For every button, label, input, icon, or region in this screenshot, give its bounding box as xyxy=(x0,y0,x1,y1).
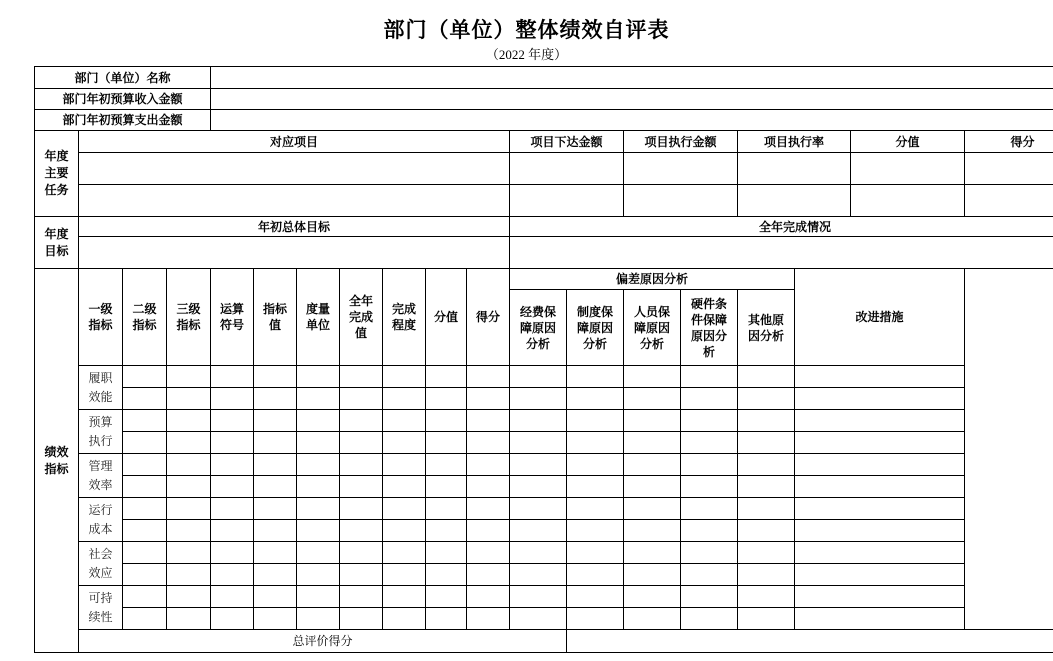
total-score-label: 总评价得分 xyxy=(79,630,567,653)
indicator-cell[interactable] xyxy=(795,586,965,608)
indicator-cell[interactable] xyxy=(211,498,254,520)
initial-goal-field[interactable] xyxy=(79,237,510,269)
indicator-cell[interactable] xyxy=(123,410,167,432)
indicator-cell[interactable] xyxy=(297,564,340,586)
indicator-cell[interactable] xyxy=(467,564,510,586)
indicator-cell[interactable] xyxy=(123,542,167,564)
task-cell[interactable] xyxy=(851,185,965,217)
indicator-cell[interactable] xyxy=(467,586,510,608)
indicator-cell[interactable] xyxy=(510,454,567,476)
indicator-cell[interactable] xyxy=(738,564,795,586)
completion-field[interactable] xyxy=(510,237,1053,269)
indicator-obtained-header: 得分 xyxy=(467,269,510,366)
level3-header: 三级 指标 xyxy=(167,269,211,366)
level1-header: 一级 指标 xyxy=(79,269,123,366)
indicator-cell[interactable] xyxy=(426,476,467,498)
indicator-cell[interactable] xyxy=(795,388,965,410)
annual-value-header: 全年 完成 值 xyxy=(340,269,383,366)
indicator-cell[interactable] xyxy=(254,586,297,608)
task-cell[interactable] xyxy=(851,153,965,185)
indicator-cell[interactable] xyxy=(426,432,467,454)
annual-goal-label: 年度 目标 xyxy=(35,217,79,269)
indicator-cell[interactable] xyxy=(167,410,211,432)
indicator-cell[interactable] xyxy=(123,520,167,542)
initial-goal-header: 年初总体目标 xyxy=(79,217,510,237)
indicator-cell[interactable] xyxy=(467,608,510,630)
indicator-cell[interactable] xyxy=(211,608,254,630)
indicator-cell[interactable] xyxy=(297,476,340,498)
indicator-cell[interactable] xyxy=(340,542,383,564)
index-value-header: 指标 值 xyxy=(254,269,297,366)
indicator-cell[interactable] xyxy=(254,366,297,388)
indicator-cell[interactable] xyxy=(681,454,738,476)
indicator-cell[interactable] xyxy=(681,586,738,608)
indicator-cell[interactable] xyxy=(297,608,340,630)
indicator-cell[interactable] xyxy=(567,366,624,388)
indicator-cell[interactable] xyxy=(211,432,254,454)
indicator-cell[interactable] xyxy=(681,388,738,410)
indicator-cell[interactable] xyxy=(426,410,467,432)
indicator-cell[interactable] xyxy=(681,608,738,630)
indicator-cell[interactable] xyxy=(340,520,383,542)
page-title: 部门（单位）整体绩效自评表 xyxy=(383,18,670,42)
indicator-cell[interactable] xyxy=(795,366,965,388)
indicator-cell[interactable] xyxy=(681,432,738,454)
indicator-cell[interactable] xyxy=(167,542,211,564)
indicator-cell[interactable] xyxy=(567,608,624,630)
indicator-cell[interactable] xyxy=(297,542,340,564)
indicator-cell[interactable] xyxy=(340,476,383,498)
task-cell[interactable] xyxy=(965,185,1053,217)
task-cell[interactable] xyxy=(738,185,851,217)
dev-system-header: 制度保 障原因 分析 xyxy=(567,290,624,366)
indicator-cell[interactable] xyxy=(167,586,211,608)
project-header: 对应项目 xyxy=(79,131,510,153)
indicator-cell[interactable] xyxy=(383,542,426,564)
dept-name-field[interactable] xyxy=(211,67,1053,89)
dev-funding-header: 经费保 障原因 分析 xyxy=(510,290,567,366)
income-budget-label: 部门年初预算收入金额 xyxy=(35,89,211,110)
indicator-cell[interactable] xyxy=(167,388,211,410)
indicator-cell[interactable] xyxy=(681,476,738,498)
indicator-cell[interactable] xyxy=(624,476,681,498)
indicator-cell[interactable] xyxy=(211,388,254,410)
indicator-cell[interactable] xyxy=(340,564,383,586)
indicator-cell[interactable] xyxy=(254,498,297,520)
task-obtained-header: 得分 xyxy=(965,131,1053,153)
indicator-cell[interactable] xyxy=(567,432,624,454)
indicator-cell[interactable] xyxy=(681,520,738,542)
indicator-cell[interactable] xyxy=(624,454,681,476)
indicator-cell[interactable] xyxy=(297,520,340,542)
indicator-cell[interactable] xyxy=(738,520,795,542)
indicator-cell[interactable] xyxy=(254,432,297,454)
indicator-cell[interactable] xyxy=(795,564,965,586)
indicator-cell[interactable] xyxy=(467,410,510,432)
task-cell[interactable] xyxy=(624,153,738,185)
annual-tasks-label: 年度 主要 任务 xyxy=(35,131,79,217)
indicator-cell[interactable] xyxy=(254,542,297,564)
indicator-cell[interactable] xyxy=(426,564,467,586)
indicator-cell[interactable] xyxy=(467,520,510,542)
indicator-cell[interactable] xyxy=(510,586,567,608)
indicator-cell[interactable] xyxy=(297,410,340,432)
page-subtitle: （2022 年度） xyxy=(485,47,568,62)
indicator-cell[interactable] xyxy=(426,608,467,630)
indicator-cell[interactable] xyxy=(167,608,211,630)
dev-other-header: 其他原 因分析 xyxy=(738,290,795,366)
indicator-cell[interactable] xyxy=(254,454,297,476)
indicator-cell[interactable] xyxy=(624,542,681,564)
indicator-cell[interactable] xyxy=(624,432,681,454)
indicator-cell[interactable] xyxy=(211,476,254,498)
indicator-cell[interactable] xyxy=(426,586,467,608)
category-cell: 履职 效能 xyxy=(79,366,123,410)
indicator-cell[interactable] xyxy=(297,586,340,608)
indicator-cell[interactable] xyxy=(123,476,167,498)
indicators-label: 绩效 指标 xyxy=(35,269,79,653)
indicator-cell[interactable] xyxy=(567,542,624,564)
indicator-cell[interactable] xyxy=(383,608,426,630)
indicator-cell[interactable] xyxy=(467,432,510,454)
indicator-cell[interactable] xyxy=(467,388,510,410)
indicator-cell[interactable] xyxy=(624,498,681,520)
indicator-cell[interactable] xyxy=(567,520,624,542)
indicator-cell[interactable] xyxy=(211,366,254,388)
indicator-cell[interactable] xyxy=(211,586,254,608)
indicator-cell[interactable] xyxy=(211,454,254,476)
task-cell[interactable] xyxy=(510,153,624,185)
indicator-cell[interactable] xyxy=(510,542,567,564)
indicator-cell[interactable] xyxy=(510,608,567,630)
indicator-cell[interactable] xyxy=(567,586,624,608)
indicator-cell[interactable] xyxy=(624,608,681,630)
indicator-cell[interactable] xyxy=(738,366,795,388)
indicator-cell[interactable] xyxy=(624,586,681,608)
indicator-cell[interactable] xyxy=(340,454,383,476)
indicator-cell[interactable] xyxy=(123,432,167,454)
execution-rate-header: 项目执行率 xyxy=(738,131,851,153)
amount-executed-header: 项目执行金额 xyxy=(624,131,738,153)
degree-header: 完成 程度 xyxy=(383,269,426,366)
indicator-cell[interactable] xyxy=(123,388,167,410)
indicator-cell[interactable] xyxy=(510,476,567,498)
amount-issued-header: 项目下达金额 xyxy=(510,131,624,153)
indicator-cell[interactable] xyxy=(254,564,297,586)
indicator-cell[interactable] xyxy=(167,564,211,586)
indicator-cell[interactable] xyxy=(738,498,795,520)
dept-name-label: 部门（单位）名称 xyxy=(35,67,211,89)
expense-budget-label: 部门年初预算支出金额 xyxy=(35,110,211,131)
unit-header: 度量 单位 xyxy=(297,269,340,366)
indicator-score-header: 分值 xyxy=(426,269,467,366)
indicator-cell[interactable] xyxy=(795,432,965,454)
indicator-cell[interactable] xyxy=(467,476,510,498)
deviation-header: 偏差原因分析 xyxy=(510,269,795,290)
indicator-cell[interactable] xyxy=(123,608,167,630)
indicator-cell[interactable] xyxy=(254,410,297,432)
indicator-cell[interactable] xyxy=(123,366,167,388)
indicator-cell[interactable] xyxy=(340,388,383,410)
indicator-cell[interactable] xyxy=(510,432,567,454)
indicator-cell[interactable] xyxy=(567,498,624,520)
indicator-cell[interactable] xyxy=(383,564,426,586)
indicator-cell[interactable] xyxy=(681,564,738,586)
operator-header: 运算 符号 xyxy=(211,269,254,366)
indicator-cell[interactable] xyxy=(123,454,167,476)
evaluation-form-table xyxy=(34,66,1053,653)
category-cell: 运行 成本 xyxy=(79,498,123,542)
indicator-cell[interactable] xyxy=(795,476,965,498)
indicator-cell[interactable] xyxy=(681,366,738,388)
indicator-cell[interactable] xyxy=(211,564,254,586)
indicator-cell[interactable] xyxy=(383,498,426,520)
indicator-cell[interactable] xyxy=(211,520,254,542)
indicator-cell[interactable] xyxy=(738,410,795,432)
indicator-cell[interactable] xyxy=(510,520,567,542)
category-cell: 社会 效应 xyxy=(79,542,123,586)
indicator-cell[interactable] xyxy=(167,520,211,542)
task-cell[interactable] xyxy=(79,153,510,185)
indicator-cell[interactable] xyxy=(123,498,167,520)
dev-personnel-header: 人员保 障原因 分析 xyxy=(624,290,681,366)
indicator-cell[interactable] xyxy=(795,608,965,630)
indicator-cell[interactable] xyxy=(340,608,383,630)
indicator-cell[interactable] xyxy=(383,388,426,410)
indicator-cell[interactable] xyxy=(426,520,467,542)
category-cell: 可持 续性 xyxy=(79,586,123,630)
indicator-cell[interactable] xyxy=(681,542,738,564)
indicator-cell[interactable] xyxy=(426,542,467,564)
category-cell: 管理 效率 xyxy=(79,454,123,498)
indicator-cell[interactable] xyxy=(795,520,965,542)
indicator-cell[interactable] xyxy=(567,410,624,432)
task-cell[interactable] xyxy=(79,185,510,217)
improvement-header: 改进措施 xyxy=(795,269,965,366)
indicator-cell[interactable] xyxy=(738,586,795,608)
indicator-cell[interactable] xyxy=(738,454,795,476)
indicator-cell[interactable] xyxy=(738,542,795,564)
task-cell[interactable] xyxy=(624,185,738,217)
indicator-cell[interactable] xyxy=(738,432,795,454)
indicator-cell[interactable] xyxy=(510,498,567,520)
indicator-cell[interactable] xyxy=(383,586,426,608)
indicator-cell[interactable] xyxy=(795,498,965,520)
indicator-cell[interactable] xyxy=(426,498,467,520)
indicator-cell[interactable] xyxy=(426,366,467,388)
indicator-cell[interactable] xyxy=(254,608,297,630)
indicator-cell[interactable] xyxy=(167,454,211,476)
indicator-cell[interactable] xyxy=(167,366,211,388)
indicator-cell[interactable] xyxy=(167,432,211,454)
indicator-cell[interactable] xyxy=(738,388,795,410)
indicator-cell[interactable] xyxy=(297,366,340,388)
indicator-cell[interactable] xyxy=(738,476,795,498)
indicator-cell[interactable] xyxy=(383,410,426,432)
indicator-cell[interactable] xyxy=(567,388,624,410)
indicator-cell[interactable] xyxy=(795,410,965,432)
indicator-cell[interactable] xyxy=(383,454,426,476)
dev-hardware-header: 硬件条 件保障 原因分 析 xyxy=(681,290,738,366)
indicator-cell[interactable] xyxy=(467,498,510,520)
indicator-cell[interactable] xyxy=(123,564,167,586)
indicator-cell[interactable] xyxy=(383,520,426,542)
level2-header: 二级 指标 xyxy=(123,269,167,366)
indicator-cell[interactable] xyxy=(738,608,795,630)
indicator-cell[interactable] xyxy=(624,520,681,542)
expense-budget-field[interactable] xyxy=(211,110,1053,131)
indicator-cell[interactable] xyxy=(167,498,211,520)
indicator-cell[interactable] xyxy=(340,366,383,388)
income-budget-field[interactable] xyxy=(211,89,1053,110)
indicator-cell[interactable] xyxy=(795,542,965,564)
indicator-cell[interactable] xyxy=(254,388,297,410)
indicator-cell[interactable] xyxy=(467,542,510,564)
indicator-cell[interactable] xyxy=(297,498,340,520)
indicator-cell[interactable] xyxy=(624,564,681,586)
indicator-cell[interactable] xyxy=(340,432,383,454)
indicator-cell[interactable] xyxy=(624,410,681,432)
indicator-cell[interactable] xyxy=(467,366,510,388)
indicator-cell[interactable] xyxy=(167,476,211,498)
indicator-cell[interactable] xyxy=(297,388,340,410)
indicator-cell[interactable] xyxy=(510,366,567,388)
indicator-cell[interactable] xyxy=(123,586,167,608)
indicator-cell[interactable] xyxy=(297,454,340,476)
task-cell[interactable] xyxy=(510,185,624,217)
indicator-cell[interactable] xyxy=(383,476,426,498)
indicator-cell[interactable] xyxy=(567,476,624,498)
indicator-cell[interactable] xyxy=(510,410,567,432)
task-cell[interactable] xyxy=(965,153,1053,185)
indicator-cell[interactable] xyxy=(211,542,254,564)
indicator-cell[interactable] xyxy=(340,586,383,608)
indicator-cell[interactable] xyxy=(567,564,624,586)
indicator-cell[interactable] xyxy=(426,454,467,476)
indicator-cell[interactable] xyxy=(681,410,738,432)
total-score-field[interactable] xyxy=(567,630,1053,653)
indicator-cell[interactable] xyxy=(795,454,965,476)
indicator-cell[interactable] xyxy=(510,388,567,410)
completion-header: 全年完成情况 xyxy=(510,217,1053,237)
indicator-cell[interactable] xyxy=(567,454,624,476)
indicator-cell[interactable] xyxy=(510,564,567,586)
category-cell: 预算 执行 xyxy=(79,410,123,454)
indicator-cell[interactable] xyxy=(297,432,340,454)
indicator-cell[interactable] xyxy=(624,388,681,410)
indicator-cell[interactable] xyxy=(211,410,254,432)
indicator-cell[interactable] xyxy=(681,498,738,520)
indicator-cell[interactable] xyxy=(340,410,383,432)
indicator-cell[interactable] xyxy=(467,454,510,476)
indicator-cell[interactable] xyxy=(254,476,297,498)
indicator-cell[interactable] xyxy=(426,388,467,410)
indicator-cell[interactable] xyxy=(383,432,426,454)
indicator-cell[interactable] xyxy=(383,366,426,388)
task-cell[interactable] xyxy=(738,153,851,185)
indicator-cell[interactable] xyxy=(624,366,681,388)
indicator-cell[interactable] xyxy=(340,498,383,520)
task-score-header: 分值 xyxy=(851,131,965,153)
indicator-cell[interactable] xyxy=(254,520,297,542)
